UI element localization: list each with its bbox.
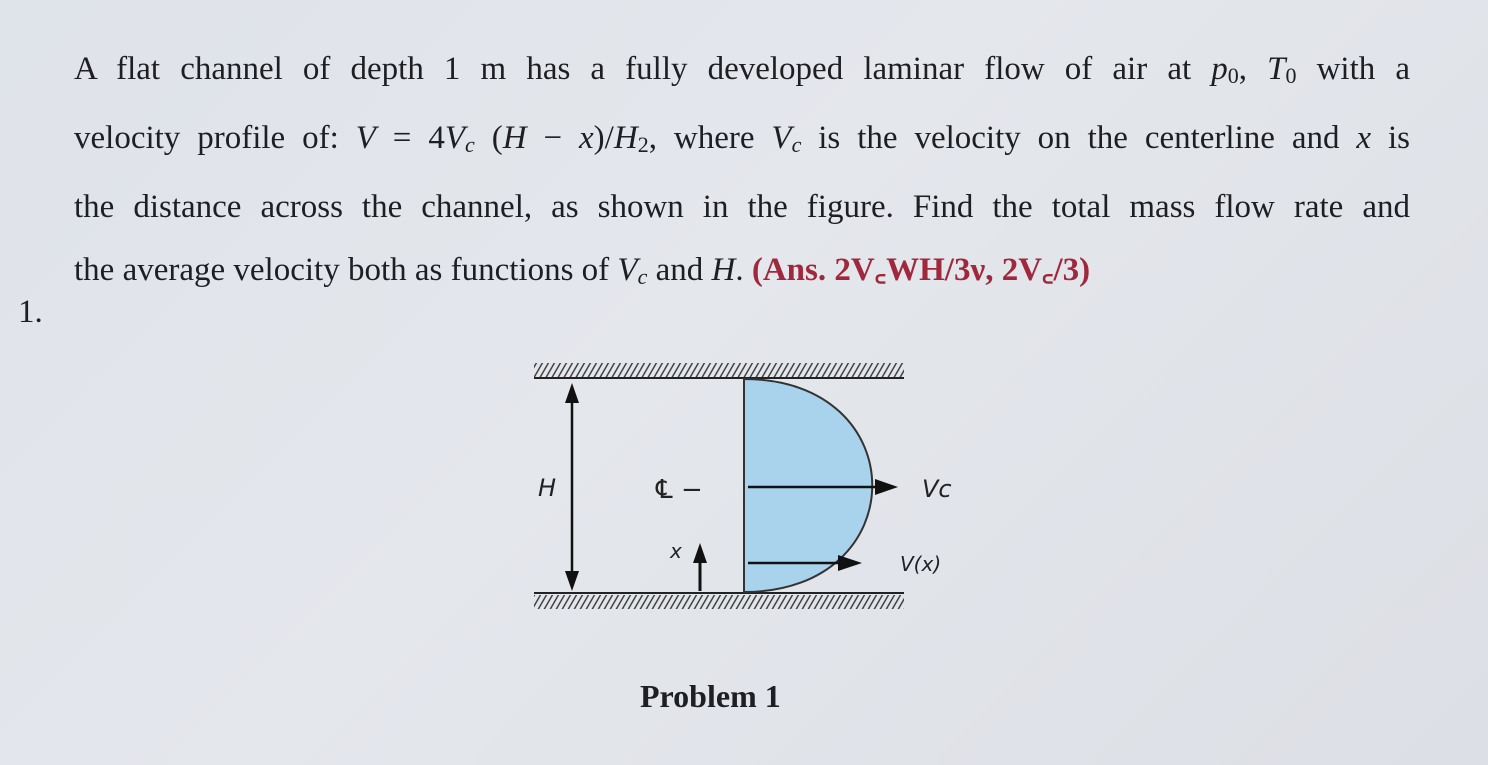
paren-open: ( (474, 120, 503, 156)
symbol-H: H (613, 120, 638, 156)
symbol-Vc: V (617, 252, 638, 288)
line2-text: velocity profile of: (74, 120, 356, 156)
channel-flow-figure (520, 355, 960, 625)
line1-text: A flat channel of depth 1 m has a fully developed laminar flow of air at (74, 51, 1212, 87)
top-wall-hatching (534, 363, 904, 377)
subscript-c: c (637, 264, 648, 289)
problem-line-1 (74, 38, 1410, 107)
label-H: H (538, 474, 557, 502)
centerline-arrow-head (875, 479, 898, 495)
problem-line-3: the distance across the channel, as shown in the figure. Find the total mass flow rate and (74, 189, 1410, 225)
bottom-wall-hatching (534, 595, 904, 609)
problem-line-4 (74, 239, 1410, 308)
paren-close: )/ (593, 120, 614, 156)
symbol-x: x (1356, 120, 1372, 156)
subscript-c: c (791, 132, 802, 157)
line1-end: with a (1296, 51, 1410, 87)
vx-arrow-head (838, 555, 862, 571)
symbol-H: H (502, 120, 527, 156)
label-centerline: ℄ − (656, 475, 703, 505)
line2-text-2: is the velocity on the centerline and (801, 120, 1357, 156)
label-Vx: V(x) (900, 552, 942, 576)
line2-end: is (1371, 120, 1410, 156)
symbol-H: H (711, 252, 736, 288)
symbol-x: x (579, 120, 594, 156)
subscript-c: c (465, 132, 475, 157)
figure-caption: Problem 1 (640, 678, 781, 714)
label-x: x (670, 539, 682, 563)
x-arrow-head (693, 543, 707, 563)
symbol-Vc: V (771, 120, 792, 156)
problem-number: 1. (18, 294, 43, 330)
symbol-p: p (1211, 51, 1228, 87)
line2-mid: , where (648, 120, 772, 156)
and: and (647, 252, 712, 288)
symbol-Vc: V (444, 120, 466, 156)
subscript-0: 0 (1227, 63, 1239, 88)
line4-text: the average velocity both as functions of (74, 252, 618, 288)
symbol-T: T (1267, 51, 1286, 87)
problem-line-2 (74, 107, 1410, 176)
problem-statement (74, 38, 1410, 308)
label-Vc: Vc (922, 475, 952, 503)
height-arrow-down (565, 571, 579, 591)
symbol-V: V (355, 120, 376, 156)
subscript-2: 2 (637, 132, 649, 157)
equals: = 4 (375, 120, 445, 156)
channel-flow-diagram (520, 355, 960, 625)
comma: , (1238, 51, 1268, 87)
period: . (735, 252, 752, 288)
subscript-0: 0 (1285, 63, 1297, 88)
height-arrow-up (565, 383, 579, 403)
answer-text: (Ans. 2V꜀WH/3ν, 2V꜀/3) (751, 252, 1091, 288)
minus: − (526, 120, 580, 156)
